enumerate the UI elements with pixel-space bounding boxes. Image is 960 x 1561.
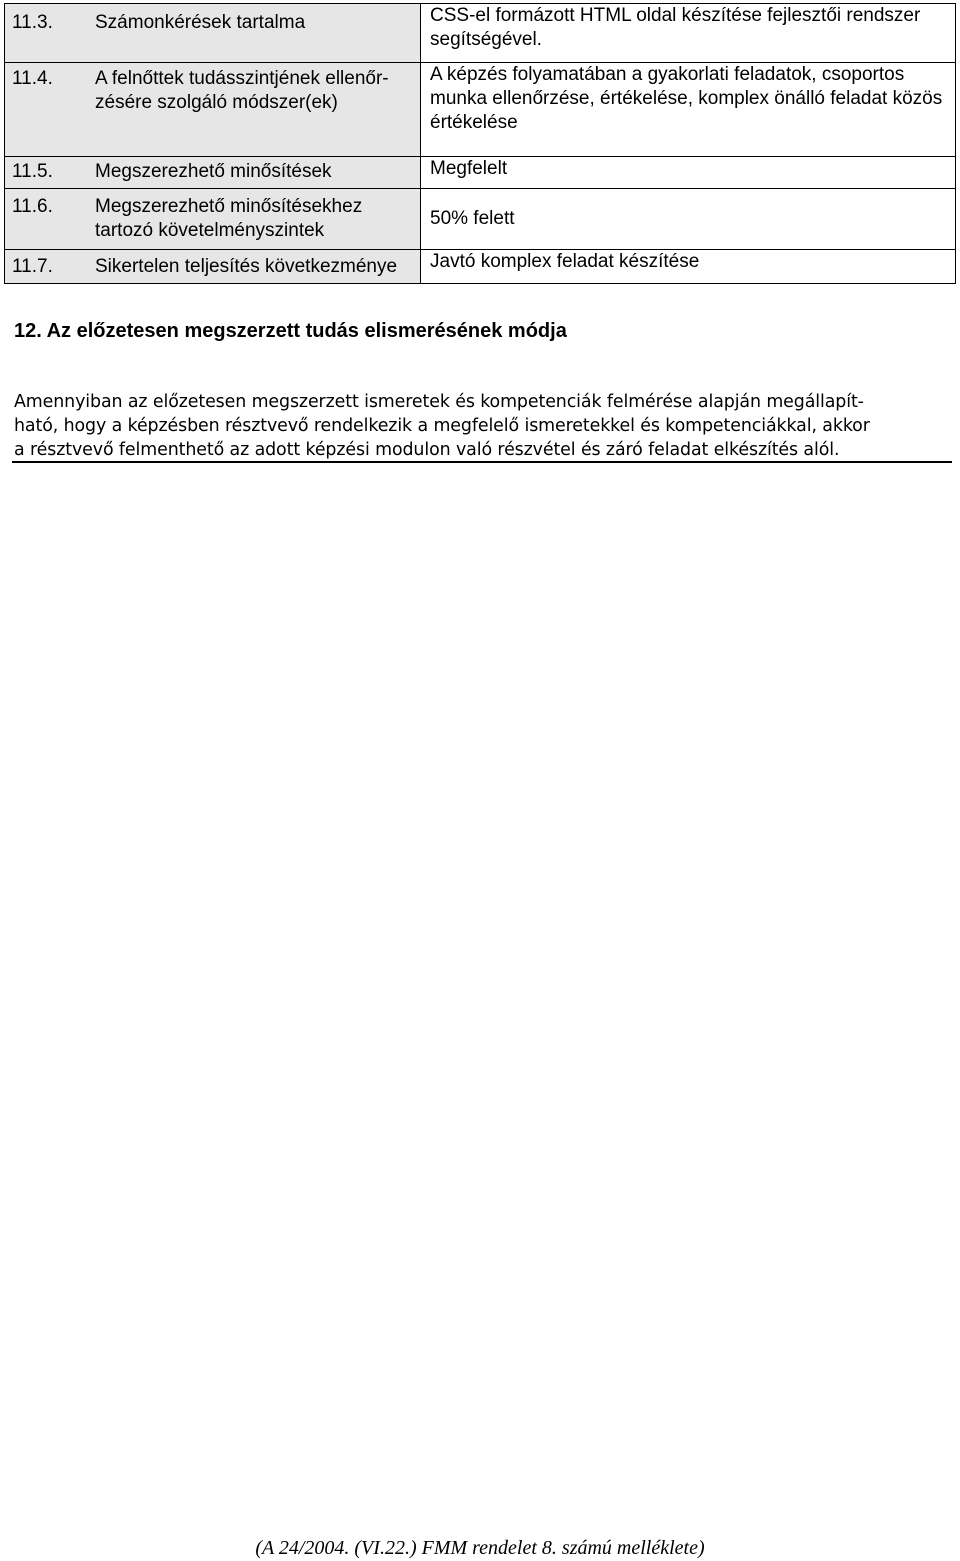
table-row: [5, 189, 956, 250]
table-row: [5, 250, 956, 284]
section-divider: [12, 461, 952, 463]
row-number: 11.5.: [12, 161, 53, 182]
row-value: 50% felett: [421, 189, 956, 250]
row-label: Sikertelen teljesítés következménye: [95, 256, 398, 277]
row-label: Megszerezhető minősítések: [95, 161, 332, 182]
row-label: Számonkérések tartalma: [95, 12, 306, 33]
table-row: [5, 157, 956, 189]
row-number: 11.4.: [12, 68, 53, 89]
row-label-cell: [5, 250, 421, 284]
requirements-table: [4, 3, 956, 284]
row-label: A felnőttek tudásszintjének ellenőr-zésére szolgáló módszer(ek): [95, 68, 389, 113]
footer-text: (A 24/2004. (VI.22.) FMM rendelet 8. számú melléklete): [255, 1537, 705, 1559]
row-number: 11.3.: [12, 12, 53, 33]
table-row: [5, 4, 956, 63]
row-value: Megfelelt: [421, 157, 956, 189]
page-footer: [0, 1537, 960, 1560]
row-label: Megszerezhető minősítésekhez tartozó követelményszintek: [95, 196, 363, 241]
paragraph-line: ható, hogy a képzésben résztvevő rendelkezik a megfelelő ismeretekkel és kompetenciákkal, akkor: [14, 416, 870, 436]
row-value: A képzés folyamatában a gyakorlati feladatok, csoportos munka ellenőrzése, értékelése, komplex önálló feladat közös értékelése: [421, 63, 956, 157]
section-heading: 12. Az előzetesen megszerzett tudás elismerésének módja: [14, 320, 567, 342]
row-value: Javtó komplex feladat készítése: [421, 250, 956, 284]
paragraph-line: Amennyiban az előzetesen megszerzett ismeretek és kompetenciák felmérése alapján megállapít-: [14, 392, 864, 412]
row-label-cell: [5, 157, 421, 189]
table-row: [5, 63, 956, 157]
row-number: 11.7.: [12, 256, 53, 277]
row-number: 11.6.: [12, 196, 53, 217]
row-label-cell: [5, 63, 421, 157]
row-value: CSS-el formázott HTML oldal készítése fejlesztői rendszer segítségével.: [421, 4, 956, 63]
section-paragraph: [14, 390, 944, 462]
row-label-cell: [5, 4, 421, 63]
row-label-cell: [5, 189, 421, 250]
paragraph-line: a résztvevő felmenthető az adott képzési modulon való részvétel és záró feladat elkészítés alól.: [14, 440, 840, 460]
